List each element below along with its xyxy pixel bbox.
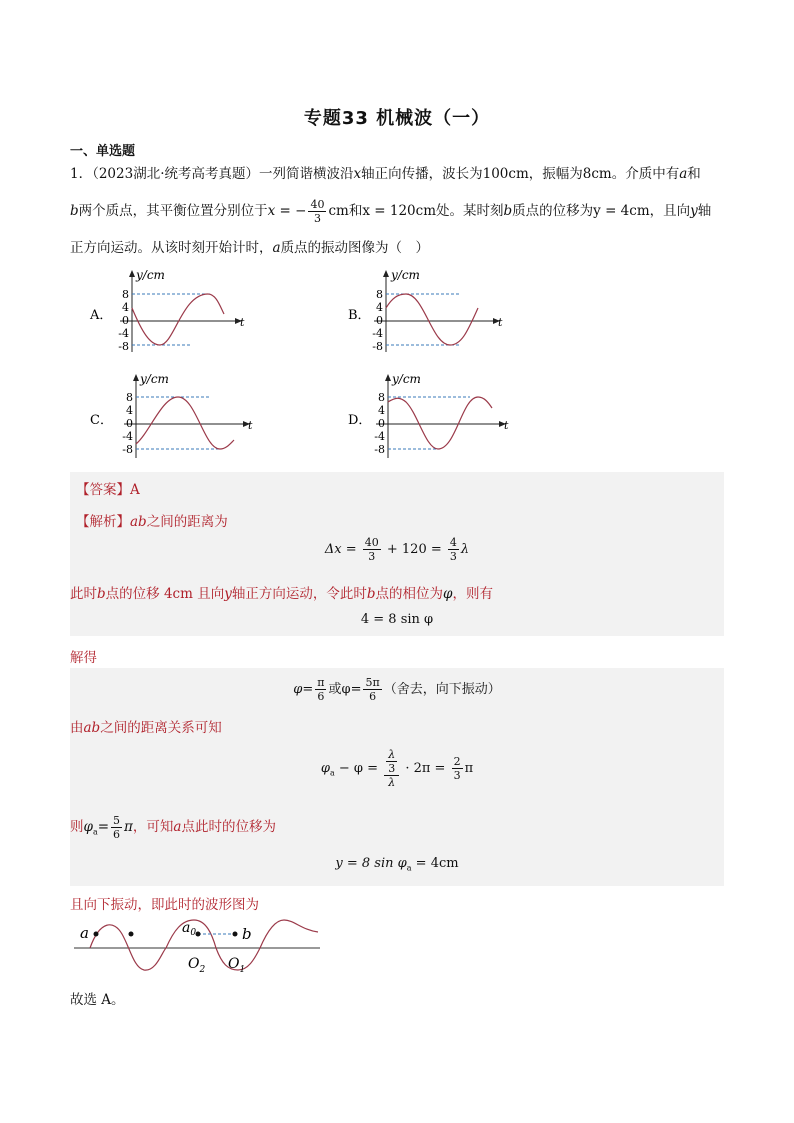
question-line-3: 正方向运动。从该时刻开始计时，a质点的振动图像为（ ） [70,240,430,256]
t-axis-label: t [248,419,253,432]
tick-label: 4 [122,301,129,314]
answer-line: 【答案】A [76,482,140,498]
option-a[interactable] [89,268,245,353]
tick-label: -8 [118,340,129,353]
tick-label: 8 [378,391,385,404]
tick-label: 0 [378,417,385,430]
section-heading: 一、单选题 [70,144,136,159]
tick-label: 8 [126,391,133,404]
y-axis-label: y/cm [392,372,421,386]
tick-label: -4 [122,430,133,443]
y-axis-label: y/cm [136,268,165,282]
equation-5: y = 8 $\sin \varphi_a = 4cm$ [335,856,459,873]
analysis-line-6: 且向下振动，即此时的波形图为 [70,897,259,913]
tick-label: -4 [118,327,129,340]
option-label: C． [90,413,113,428]
analysis-line-1: 【解析】ab之间的距离为 [76,514,228,530]
label-O1: $O_1$ [228,956,246,975]
tick-label: 8 [122,288,129,301]
option-label: D． [348,413,372,428]
t-axis-label: t [504,419,509,432]
wave-curve [136,397,234,449]
label-b: b [242,925,252,943]
tick-label: 4 [378,404,385,417]
option-d[interactable] [348,372,509,458]
option-label: A． [90,308,113,323]
waveform-diagram [70,912,330,980]
t-axis-label: t [240,316,245,329]
label-a0: $a_0$ [182,920,197,938]
arrow-icon [133,374,139,381]
equation-2: 4 = 8 sin φ [360,612,434,627]
analysis-line-5: 则$\varphi_a=$ $\frac{5}{6}$ π，可知a点此时的位移为 [70,814,276,841]
y-axis-label: y/cm [140,372,169,386]
label-O2: $O_2$ [188,956,206,975]
tick-label: 0 [122,314,129,327]
tick-label: 8 [376,288,383,301]
conclusion: 故选 A。 [70,992,125,1008]
wave-curve [132,294,224,345]
option-b[interactable] [348,268,503,353]
t-axis-label: t [498,316,503,329]
wave-curve [386,294,478,345]
equation-3: φ= $\frac{\pi}{6}$ 或φ= $\frac{5\pi}{6}$ （舍去，向下振动） [293,676,501,703]
tick-label: 0 [126,417,133,430]
tick-label: -8 [372,340,383,353]
tick-label: -4 [374,430,385,443]
point-b [233,932,238,937]
option-label: B． [348,308,371,323]
y-axis-label: y/cm [391,268,420,282]
point-a0 [196,932,201,937]
wave-curve [388,397,492,449]
tick-label: 0 [376,314,383,327]
question-line-2: b两个质点，其平衡位置分别位于x = − $\frac{40}{3}$ cm和x = 120cm处。某时刻b质点的位移为y = 4cm，且向y轴 [70,198,712,225]
point-a [94,932,99,937]
option-c[interactable] [90,372,253,458]
analysis-line-4: 由ab之间的距离关系可知 [70,720,222,736]
label-a: a [80,924,89,942]
arrow-icon [385,374,391,381]
wave-curve [90,920,318,970]
tick-label: -4 [372,327,383,340]
equation-4: $\varphi_a - \varphi$ = $\frac{\frac{\lambda}{3}}{\lambda}$ · 2π = $\frac{2}{3}$ π [320,748,474,789]
analysis-line-3: 解得 [70,650,97,666]
tick-label: -8 [374,443,385,456]
fraction: $\frac{40}{3}$ [310,198,325,225]
point [129,932,134,937]
tick-label: -8 [122,443,133,456]
analysis-line-2: 此时b点的位移 4cm 且向y轴正方向运动，令此时b点的相位为φ，则有 [70,586,493,602]
options-graphs [70,262,724,472]
equation-1: Δx = $\frac{40}{3}$ + 120 = $\frac{4}{3}$ λ [324,536,470,563]
question-line-1: 1．（2023湖北·统考高考真题）一列简谐横波沿x轴正向传播，波长为100cm，振幅为8cm。介质中有a和 [70,166,701,182]
tick-label: 4 [126,404,133,417]
arrow-icon [383,270,389,277]
arrow-icon [129,270,135,277]
tick-label: 4 [376,301,383,314]
page-title: 专题33 机械波（一） [303,108,491,129]
